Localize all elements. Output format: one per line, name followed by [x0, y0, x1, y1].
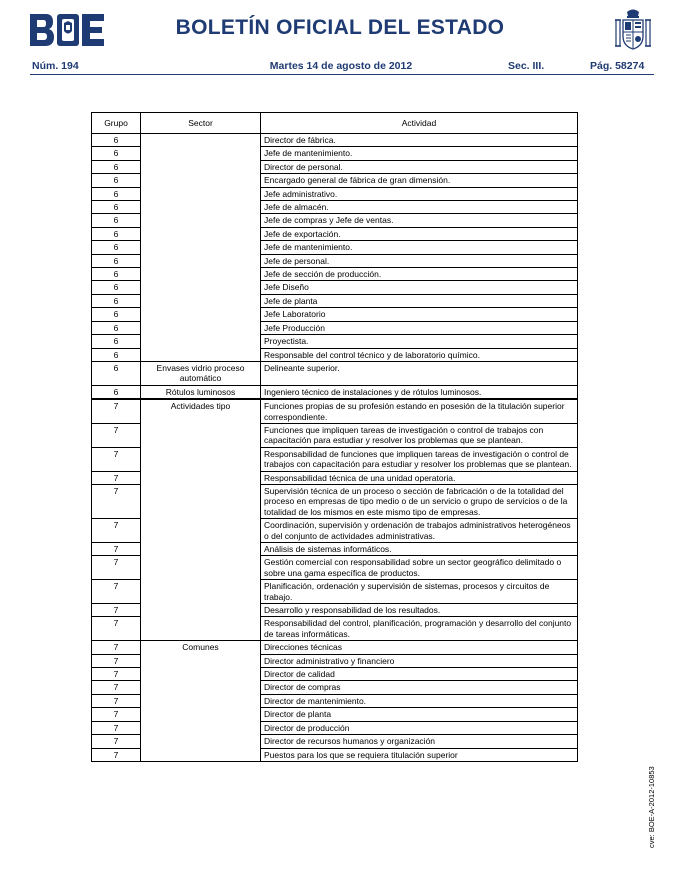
actividad-cell: Jefe de sección de producción.: [261, 268, 578, 281]
grupo-cell: 6: [92, 348, 141, 361]
grupo-cell: 7: [92, 694, 141, 707]
grupo-cell: 6: [92, 385, 141, 399]
actividad-cell: Proyectista.: [261, 335, 578, 348]
activity-table: [91, 112, 578, 762]
actividad-cell: Desarrollo y responsabilidad de los resultados.: [261, 604, 578, 617]
grupo-cell: 7: [92, 556, 141, 580]
grupo-cell: 7: [92, 519, 141, 543]
actividad-cell: Puestos para los que se requiera titulación superior: [261, 748, 578, 761]
actividad-cell: Jefe de exportación.: [261, 227, 578, 240]
actividad-cell: Jefe de compras y Jefe de ventas.: [261, 214, 578, 227]
actividad-cell: Supervisión técnica de un proceso o sección de fabricación o de la totalidad del proceso en empresas de tipo medio o de un servicio o grupo de servicios o de la totalidad de los mismos en este mismo tipo de empresas.: [261, 484, 578, 518]
sector-cell: [141, 134, 261, 362]
actividad-cell: Director de producción: [261, 721, 578, 734]
table-row: [92, 385, 578, 399]
actividad-cell: Jefe de almacén.: [261, 201, 578, 214]
actividad-cell: Jefe Producción: [261, 321, 578, 334]
grupo-cell: 6: [92, 214, 141, 227]
coat-of-arms-icon: [612, 8, 654, 52]
grupo-cell: 7: [92, 471, 141, 484]
grupo-cell: 7: [92, 641, 141, 654]
grupo-cell: 6: [92, 308, 141, 321]
grupo-cell: 7: [92, 654, 141, 667]
sector-cell: Envases vidrio proceso automático: [141, 361, 261, 385]
grupo-cell: 6: [92, 254, 141, 267]
grupo-cell: 7: [92, 543, 141, 556]
grupo-cell: 7: [92, 681, 141, 694]
grupo-cell: 7: [92, 748, 141, 761]
cve-code: cve: BOE-A-2012-10853: [647, 766, 656, 848]
grupo-cell: 7: [92, 484, 141, 518]
grupo-cell: 6: [92, 227, 141, 240]
actividad-cell: Coordinación, supervisión y ordenación de trabajos administrativos heterogéneos o del conjunto de actividades administrativas.: [261, 519, 578, 543]
table-header-row: [92, 113, 578, 134]
grupo-cell: 7: [92, 604, 141, 617]
actividad-cell: Responsabilidad de funciones que impliquen tareas de investigación o control de trabajos con capacitación para estudiar y resolver los problemas que se plantean.: [261, 447, 578, 471]
actividad-cell: Responsable del control técnico y de laboratorio químico.: [261, 348, 578, 361]
actividad-cell: Jefe de mantenimiento.: [261, 241, 578, 254]
issue-number: Núm. 194: [32, 60, 79, 72]
grupo-cell: 6: [92, 241, 141, 254]
sector-cell: Rótulos luminosos: [141, 385, 261, 399]
table-body: [92, 134, 578, 762]
grupo-cell: 6: [92, 201, 141, 214]
grupo-cell: 7: [92, 617, 141, 641]
actividad-cell: Director de fábrica.: [261, 134, 578, 147]
sector-cell: Actividades tipo: [141, 399, 261, 641]
actividad-cell: Director de personal.: [261, 160, 578, 173]
grupo-cell: 6: [92, 134, 141, 147]
grupo-cell: 6: [92, 268, 141, 281]
actividad-cell: Director de calidad: [261, 668, 578, 681]
grupo-cell: 6: [92, 361, 141, 385]
grupo-cell: 6: [92, 294, 141, 307]
actividad-cell: Jefe de mantenimiento.: [261, 147, 578, 160]
actividad-cell: Direcciones técnicas: [261, 641, 578, 654]
grupo-cell: 6: [92, 187, 141, 200]
grupo-cell: 7: [92, 399, 141, 423]
actividad-cell: Responsabilidad técnica de una unidad operatoria.: [261, 471, 578, 484]
actividad-cell: Análisis de sistemas informáticos.: [261, 543, 578, 556]
column-header-sector: Sector: [141, 113, 261, 134]
actividad-cell: Planificación, ordenación y supervisión de sistemas, procesos y circuitos de trabajo.: [261, 580, 578, 604]
page-number: Pág. 58274: [590, 60, 645, 72]
actividad-cell: Jefe Laboratorio: [261, 308, 578, 321]
section-label: Sec. III.: [508, 60, 545, 72]
actividad-cell: Funciones que impliquen tareas de investigación o control de trabajos con capacitación para estudiar y resolver los problemas que se plantean.: [261, 423, 578, 447]
actividad-cell: Jefe Diseño: [261, 281, 578, 294]
table-row: [92, 399, 578, 423]
column-header-grupo: Grupo: [92, 113, 141, 134]
actividad-cell: Director administrativo y financiero: [261, 654, 578, 667]
actividad-cell: Ingeniero técnico de instalaciones y de rótulos luminosos.: [261, 385, 578, 399]
actividad-cell: Director de recursos humanos y organización: [261, 735, 578, 748]
table-row: [92, 134, 578, 147]
column-header-actividad: Actividad: [261, 113, 578, 134]
actividad-cell: Funciones propias de su profesión estando en posesión de la titulación superior correspondiente.: [261, 399, 578, 423]
actividad-cell: Gestión comercial con responsabilidad sobre un sector geográfico delimitado o sobre una gama específica de productos.: [261, 556, 578, 580]
grupo-cell: 7: [92, 580, 141, 604]
grupo-cell: 6: [92, 147, 141, 160]
grupo-cell: 7: [92, 721, 141, 734]
boe-logo: [30, 14, 104, 46]
grupo-cell: 6: [92, 335, 141, 348]
grupo-cell: 6: [92, 174, 141, 187]
grupo-cell: 6: [92, 281, 141, 294]
table-row: [92, 361, 578, 385]
actividad-cell: Responsabilidad del control, planificación, programación y desarrollo del conjunto de tareas informáticas.: [261, 617, 578, 641]
grupo-cell: 7: [92, 708, 141, 721]
grupo-cell: 7: [92, 735, 141, 748]
grupo-cell: 6: [92, 321, 141, 334]
actividad-cell: Director de planta: [261, 708, 578, 721]
actividad-cell: Encargado general de fábrica de gran dimensión.: [261, 174, 578, 187]
table-row: [92, 641, 578, 654]
actividad-cell: Director de compras: [261, 681, 578, 694]
grupo-cell: 6: [92, 160, 141, 173]
grupo-cell: 7: [92, 423, 141, 447]
issue-date: Martes 14 de agosto de 2012: [269, 60, 413, 72]
header-divider: [30, 74, 654, 75]
sector-cell: Comunes: [141, 641, 261, 762]
actividad-cell: Jefe administrativo.: [261, 187, 578, 200]
actividad-cell: Jefe de personal.: [261, 254, 578, 267]
grupo-cell: 7: [92, 668, 141, 681]
bulletin-title: BOLETÍN OFICIAL DEL ESTADO: [175, 16, 505, 39]
grupo-cell: 7: [92, 447, 141, 471]
actividad-cell: Director de mantenimiento.: [261, 694, 578, 707]
actividad-cell: Delineante superior.: [261, 361, 578, 385]
actividad-cell: Jefe de planta: [261, 294, 578, 307]
